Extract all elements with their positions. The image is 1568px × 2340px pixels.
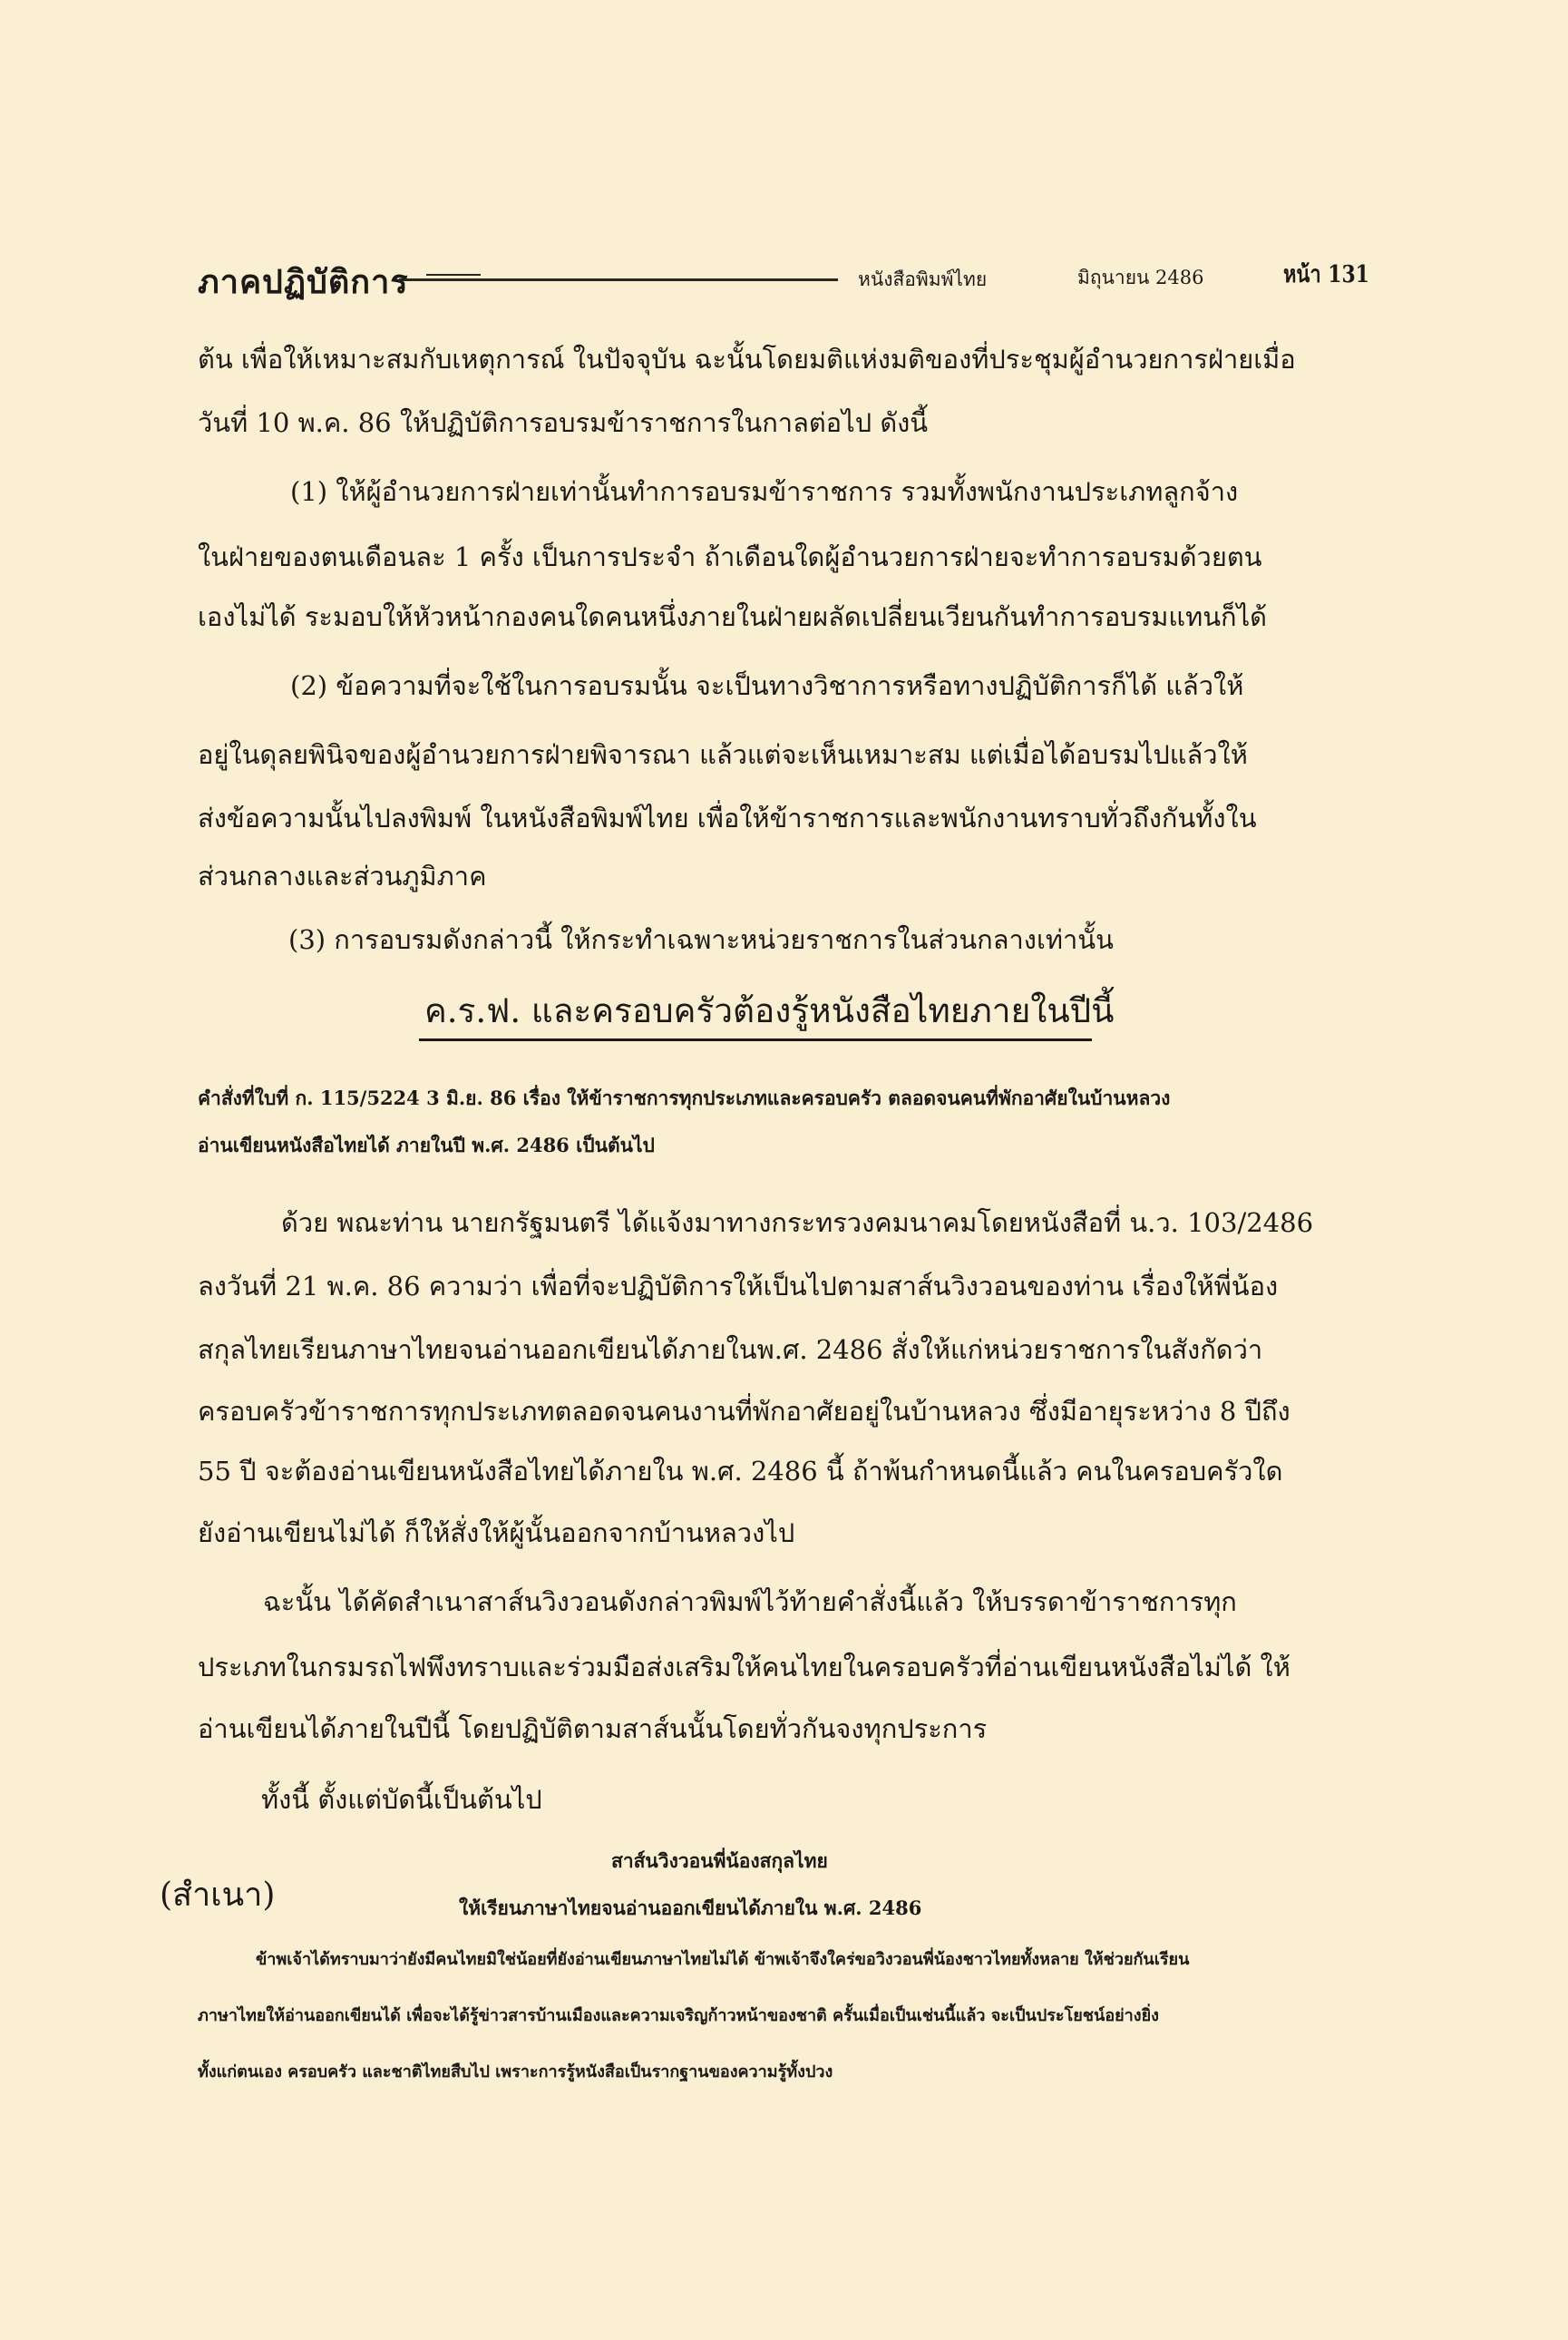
message-body-line: ข้าพเจ้าได้ทราบมาว่ายังมีคนไทยมิใช่น้อยที่ยังอ่านเขียนภาษาไทยไม่ได้ ข้าพเจ้าจึงใคร่ขอวิงวอนพี่น้องชาวไทยทั้งหลาย ให้ช่วยกันเรียน [256,1950,1190,1969]
text-line: 55 ปี จะต้องอ่านเขียนหนังสือไทยได้ภายใน พ.ศ. 2486 นี้ ถ้าพ้นกำหนดนี้แล้ว คนในครอบครัวใด [198,1456,1283,1487]
text-line: (3) การอบรมดังกล่าวนี้ ให้กระทำเฉพาะหน่วยราชการในส่วนกลางเท่านั้น [288,924,1114,955]
message-body-line: ทั้งแก่ตนเอง ครอบครัว และชาติไทยสืบไป เพราะการรู้หนังสือเป็นรากฐานของความรู้ทั้งปวง [198,2062,833,2082]
article-title: ค.ร.ฟ. และครอบครัวต้องรู้หนังสือไทยภายในปีนี้ [424,991,1115,1030]
text-line: เองไม่ได้ ระมอบให้หัวหน้ากองคนใดคนหนึ่งภายในฝ่ายผลัดเปลี่ยนเวียนกันทำการอบรมแทนก็ได้ [198,601,1267,632]
text-line: อ่านเขียนได้ภายในปีนี้ โดยปฏิบัติตามสาส์นนั้นโดยทั่วกันจงทุกประการ [198,1713,988,1744]
text-line: ด้วย พณะท่าน นายกรัฐมนตรี ได้แจ้งมาทางกระทรวงคมนาคมโดยหนังสือที่ น.ว. 103/2486 [281,1207,1314,1238]
header-rule-accent [426,274,481,276]
order-reference-line: คำสั่งที่ใบที่ ก. 115/5224 3 มิ.ย. 86 เรื่อง ให้ข้าราชการทุกประเภทและครอบครัว ตลอดจนคนที่พักอาศัยในบ้านหลวง [198,1087,1171,1109]
text-line: ส่งข้อความนั้นไปลงพิมพ์ ในหนังสือพิมพ์ไทย เพื่อให้ข้าราชการและพนักงานทราบทั่วถึงกันทั้งใน [198,803,1257,834]
publication-date: มิถุนายน 2486 [1077,267,1204,288]
text-line: สกุลไทยเรียนภาษาไทยจนอ่านออกเขียนได้ภายในพ.ศ. 2486 สั่งให้แก่หน่วยราชการในสังกัดว่า [198,1334,1263,1365]
title-underline [419,1038,1092,1041]
copy-label: (สำเนา) [160,1877,276,1914]
text-line: ยังอ่านเขียนไม่ได้ ก็ให้สั่งให้ผู้นั้นออกจากบ้านหลวงไป [198,1517,795,1548]
text-line: ต้น เพื่อให้เหมาะสมกับเหตุการณ์ ในปัจจุบัน ฉะนั้นโดยมติแห่งมติของที่ประชุมผู้อำนวยการฝ่ายเมื่อ [198,344,1296,375]
text-line: วันที่ 10 พ.ค. 86 ให้ปฏิบัติการอบรมข้าราชการในกาลต่อไป ดังนี้ [198,407,929,438]
header-rule [399,278,838,281]
text-line: ฉะนั้น ได้คัดสำเนาสาส์นวิงวอนดังกล่าวพิมพ์ไว้ท้ายคำสั่งนี้แล้ว ให้บรรดาข้าราชการทุก [263,1586,1237,1617]
message-title: สาส์นวิงวอนพี่น้องสกุลไทย [611,1849,828,1872]
order-reference-line: อ่านเขียนหนังสือไทยได้ ภายในปี พ.ศ. 2486 เป็นต้นไป [198,1134,655,1156]
text-line: ในฝ่ายของตนเดือนละ 1 ครั้ง เป็นการประจำ ถ้าเดือนใดผู้อำนวยการฝ่ายจะทำการอบรมด้วยตน [198,541,1262,572]
text-line: (1) ให้ผู้อำนวยการฝ่ายเท่านั้นทำการอบรมข้าราชการ รวมทั้งพนักงานประเภทลูกจ้าง [290,476,1239,507]
text-line: ทั้งนี้ ตั้งแต่บัดนี้เป็นต้นไป [261,1784,542,1815]
text-line: ลงวันที่ 21 พ.ค. 86 ความว่า เพื่อที่จะปฏิบัติการให้เป็นไปตามสาส์นวิงวอนของท่าน เรื่องให้พี่น้อง [198,1271,1279,1302]
message-body-line: ภาษาไทยให้อ่านออกเขียนได้ เพื่อจะได้รู้ข่าวสารบ้านเมืองและความเจริญก้าวหน้าของชาติ ครั้นเมื่อเป็นเช่นนี้แล้ว จะเป็นประโยชน์อย่างยิ่ง [198,2006,1159,2025]
text-line: ส่วนกลางและส่วนภูมิภาค [198,861,487,892]
text-line: (2) ข้อความที่จะใช้ในการอบรมนั้น จะเป็นทางวิชาการหรือทางปฏิบัติการก็ได้ แล้วให้ [290,670,1244,701]
publication-name: หนังสือพิมพ์ไทย [858,268,988,290]
message-subtitle: ให้เรียนภาษาไทยจนอ่านออกเขียนได้ภายใน พ.ศ. 2486 [459,1896,922,1919]
page-number: หน้า 131 [1283,261,1369,288]
section-heading: ภาคปฏิบัติการ [198,263,409,301]
text-line: ครอบครัวข้าราชการทุกประเภทตลอดจนคนงานที่พักอาศัยอยู่ในบ้านหลวง ซึ่งมีอายุระหว่าง 8 ปีถึง [198,1396,1290,1427]
text-line: ประเภทในกรมรถไฟพึงทราบและร่วมมือส่งเสริมให้คนไทยในครอบครัวที่อ่านเขียนหนังสือไม่ได้ ให้ [198,1652,1290,1682]
text-line: อยู่ในดุลยพินิจของผู้อำนวยการฝ่ายพิจารณา แล้วแต่จะเห็นเหมาะสม แต่เมื่อได้อบรมไปแล้วให้ [198,739,1248,770]
